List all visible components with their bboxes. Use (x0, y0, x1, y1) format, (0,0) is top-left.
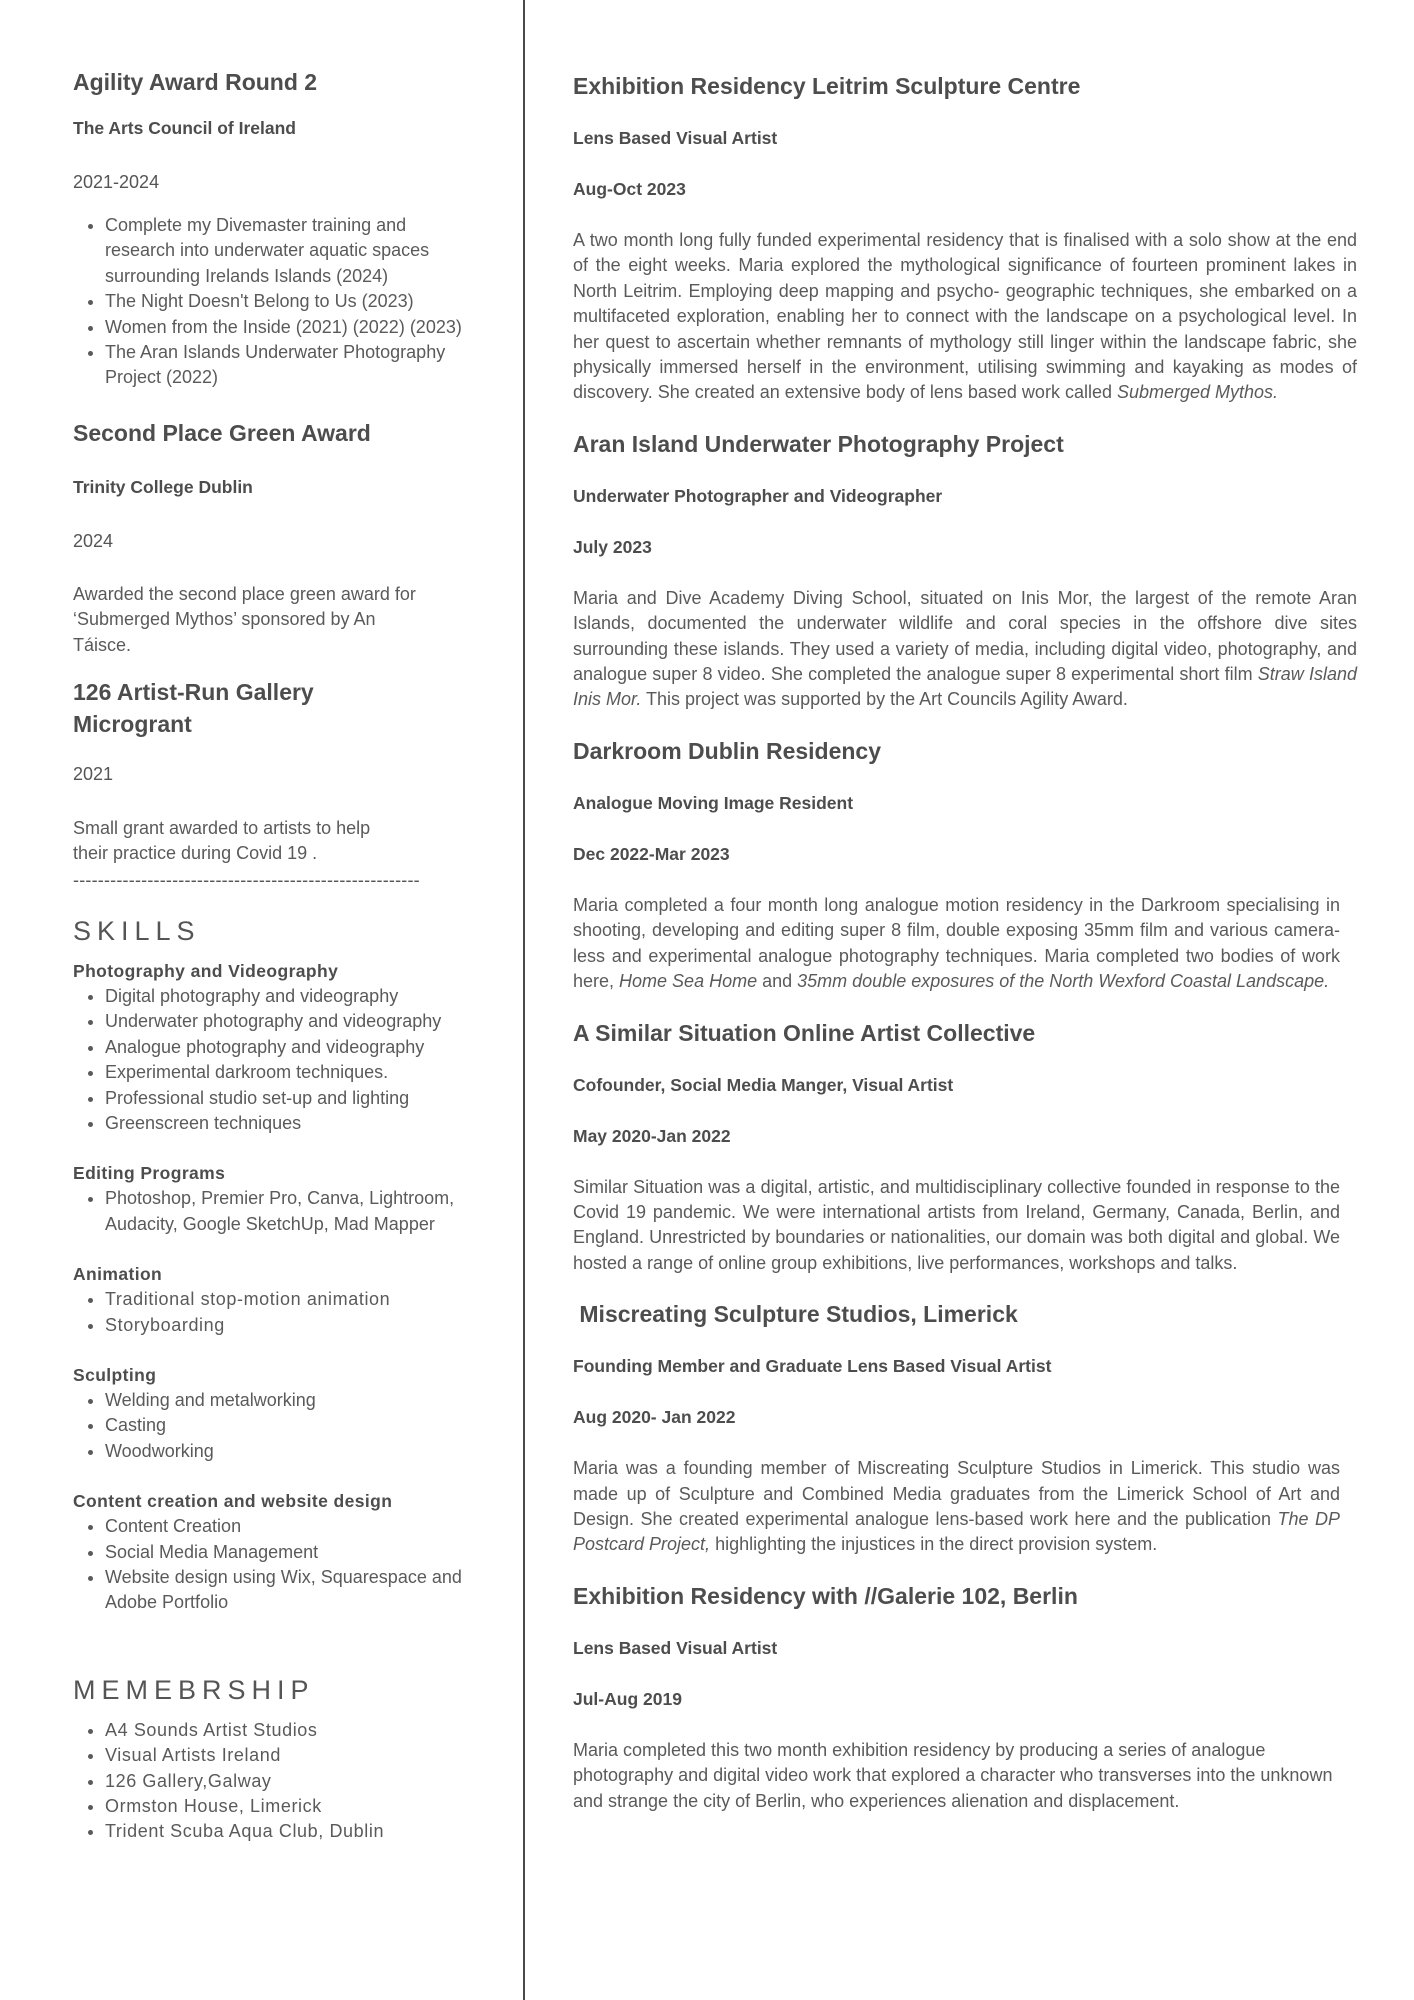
list-item: • Analogue photography and videography (105, 1035, 483, 1060)
entry-italic-title: Submerged Mythos. (1116, 382, 1279, 403)
award-items-list (73, 213, 465, 391)
entry-text-after: highlighting the injustices in the direct provision system. (710, 1534, 1158, 1555)
entry-date: Jul-Aug 2019 (573, 1688, 682, 1709)
dashed-separator: -------------------------------------------------------- (73, 869, 420, 890)
list-item: • Underwater photography and videography (105, 1009, 483, 1034)
list-item: • The Aran Islands Underwater Photography Project (2022) (105, 340, 465, 391)
entry-text-mid: and (757, 971, 798, 992)
left-column (73, 66, 483, 1845)
list-item: • Greenscreen techniques (105, 1111, 483, 1136)
award-org: The Arts Council of Ireland (73, 118, 296, 138)
list-item: • Storyboarding (105, 1313, 483, 1338)
experience-entry (573, 1580, 1357, 1814)
membership-heading: MEMEBRSHIP (73, 1674, 315, 1705)
list-item: • Visual Artists Ireland (105, 1743, 483, 1768)
entry-italic-title-2: 35mm double exposures of the North Wexford Coastal Landscape. (797, 971, 1330, 992)
list-item: • Welding and metalworking (105, 1388, 483, 1413)
list-item: • A4 Sounds Artist Studios (105, 1718, 483, 1743)
entry-text: Maria was a founding member of Miscreating Sculpture Studios in Limerick. This studio was made up of Sculpture and Combined Media graduates from the Limerick School of Art and Design. She created experimental analogue lens-based work here and the publication (573, 1458, 1340, 1529)
entry-role: Lens Based Visual Artist (573, 1637, 778, 1658)
award-microgrant (73, 676, 483, 867)
list-item: • Professional studio set-up and lighting (105, 1086, 483, 1111)
entry-title: A Similar Situation Online Artist Collective (573, 1019, 1036, 1046)
skill-list (73, 984, 483, 1136)
skill-list (73, 1186, 485, 1237)
list-item: • Photoshop, Premier Pro, Canva, Lightroom, Audacity, Google SketchUp, Mad Mapper (105, 1186, 485, 1237)
skill-group-name: Content creation and website design (73, 1491, 393, 1512)
award-green (73, 417, 483, 658)
award-org: Trinity College Dublin (73, 476, 253, 497)
list-item: • The Night Doesn't Belong to Us (2023) (105, 289, 465, 314)
experience-entry (573, 1017, 1357, 1277)
entry-date: July 2023 (573, 536, 652, 557)
column-divider (523, 0, 525, 2000)
skill-list (73, 1287, 483, 1338)
entry-text-after: This project was supported by the Art Councils Agility Award. (641, 689, 1128, 710)
experience-entry (573, 1298, 1357, 1558)
award-title-line2: Microgrant (73, 711, 192, 738)
entry-title: Exhibition Residency Leitrim Sculpture Centre (573, 73, 1081, 99)
entry-italic-title: Home Sea Home (619, 971, 758, 992)
award-title: Agility Award Round 2 (73, 69, 318, 95)
skill-group (73, 1489, 483, 1616)
skills-heading: SKILLS (73, 915, 201, 946)
entry-date: May 2020-Jan 2022 (573, 1125, 731, 1146)
entry-body (573, 586, 1357, 713)
membership-list (73, 1718, 483, 1845)
list-item: • Website design using Wix, Squarespace and Adobe Portfolio (105, 1565, 495, 1616)
list-item: • Social Media Management (105, 1540, 495, 1565)
entry-body: Similar Situation was a digital, artistic, and multidisciplinary collective founded in response to the Covid 19 pandemic. We were international artists from Ireland, Germany, Canada, Berlin, and England. Unrestricted by boundaries or nationalities, our domain was both digital and global. We hosted a range of online group exhibitions, live performances, workshops and talks. (573, 1176, 1340, 1273)
entry-role: Underwater Photographer and Videographer (573, 485, 943, 506)
entry-body (573, 893, 1340, 995)
entry-body: Maria completed this two month exhibition residency by producing a series of analogue photography and digital video work that explored a character who transverses into the unknown and strange the city of Berlin, who experiences alienation and displacement. (573, 1739, 1333, 1811)
entry-title: Aran Island Underwater Photography Project (573, 430, 1064, 457)
award-date: 2021-2024 (73, 172, 160, 192)
experience-entry (573, 735, 1357, 995)
entry-date: Aug 2020- Jan 2022 (573, 1407, 736, 1428)
entry-role: Cofounder, Social Media Manger, Visual Artist (573, 1074, 954, 1095)
award-title: Second Place Green Award (73, 419, 371, 446)
list-item: • Complete my Divemaster training and research into underwater aquatic spaces surrounding Irelands Islands (2024) (105, 213, 465, 289)
list-item: • Traditional stop-motion animation (105, 1287, 483, 1312)
entry-date: Aug-Oct 2023 (573, 179, 686, 199)
skill-group (73, 959, 483, 1136)
skill-group (73, 1262, 483, 1338)
entry-role: Lens Based Visual Artist (573, 128, 778, 148)
award-description: Small grant awarded to artists to help their practice during Covid 19 . (73, 818, 371, 864)
entry-date: Dec 2022-Mar 2023 (573, 843, 730, 864)
right-column (573, 70, 1357, 1814)
list-item: • Women from the Inside (2021) (2022) (2023) (105, 315, 465, 340)
list-item: • Digital photography and videography (105, 984, 483, 1009)
list-item: • Woodworking (105, 1439, 483, 1464)
skill-group-name: Sculpting (73, 1364, 157, 1385)
skill-group-name: Photography and Videography (73, 960, 339, 981)
entry-role: Founding Member and Graduate Lens Based Visual Artist (573, 1356, 1052, 1377)
experience-entry (573, 70, 1357, 406)
experience-entry (573, 428, 1357, 713)
entry-title: Miscreating Sculpture Studios, Limerick (573, 1301, 1018, 1328)
entry-body (573, 228, 1357, 406)
skill-group (73, 1161, 483, 1237)
entry-title: Exhibition Residency with //Galerie 102, Berlin (573, 1582, 1078, 1609)
award-date: 2021 (73, 764, 114, 785)
entry-text: Maria completed a four month long analogue motion residency in the Darkroom specialising in shooting, developing and editing super 8 film, double exposing 35mm film and various camera-less and experimental analogue photography techniques. Maria completed two bodies of work here, (573, 894, 1340, 992)
skill-list (73, 1514, 495, 1616)
entry-text: A two month long fully funded experimental residency that is finalised with a solo show at the end of the eight weeks. Maria explored the mythological significance of fourteen prominent lakes in North Leitrim. Employing deep mapping and psycho- geographic techniques, she embarked on a multifaceted exploration, enabling her to connect with the landscape on a psychological level. In her quest to ascertain whether remnants of mythology still linger within the landscape fabric, she physically immersed herself in the environment, utilising swimming and kayaking as modes of discovery. She created an extensive body of lens based work called (573, 230, 1357, 403)
award-description: Awarded the second place green award for ‘Submerged Mythos’ sponsored by An Táisce. (73, 583, 416, 655)
list-item: • Content Creation (105, 1514, 495, 1539)
list-item: • Experimental darkroom techniques. (105, 1060, 483, 1085)
skill-list (73, 1388, 483, 1464)
skill-group-name: Animation (73, 1264, 163, 1285)
entry-title: Darkroom Dublin Residency (573, 737, 882, 764)
entry-body (573, 1456, 1340, 1558)
award-title-line1: 126 Artist-Run Gallery (73, 679, 314, 706)
entry-text: Maria and Dive Academy Diving School, situated on Inis Mor, the largest of the remote Aran Islands, documented the underwater wildlife and coral species in the offshore dive sites surrounding these islands. They used a variety of media, including digital video, photography, and analogue super 8 video. She completed the analogue super 8 experimental short film (573, 587, 1357, 685)
entry-italic-title: Straw Island Inis Mor. (573, 664, 1357, 710)
list-item: • Ormston House, Limerick (105, 1794, 483, 1819)
skill-group-name: Editing Programs (73, 1163, 226, 1184)
award-agility (73, 66, 483, 391)
list-item: • 126 Gallery,Galway (105, 1769, 483, 1794)
entry-role: Analogue Moving Image Resident (573, 792, 854, 813)
list-item: • Trident Scuba Aqua Club, Dublin (105, 1819, 483, 1844)
list-item: • Casting (105, 1413, 483, 1438)
award-date: 2024 (73, 530, 114, 551)
skill-group (73, 1363, 483, 1464)
entry-italic-title: The DP Postcard Project, (573, 1508, 1340, 1555)
